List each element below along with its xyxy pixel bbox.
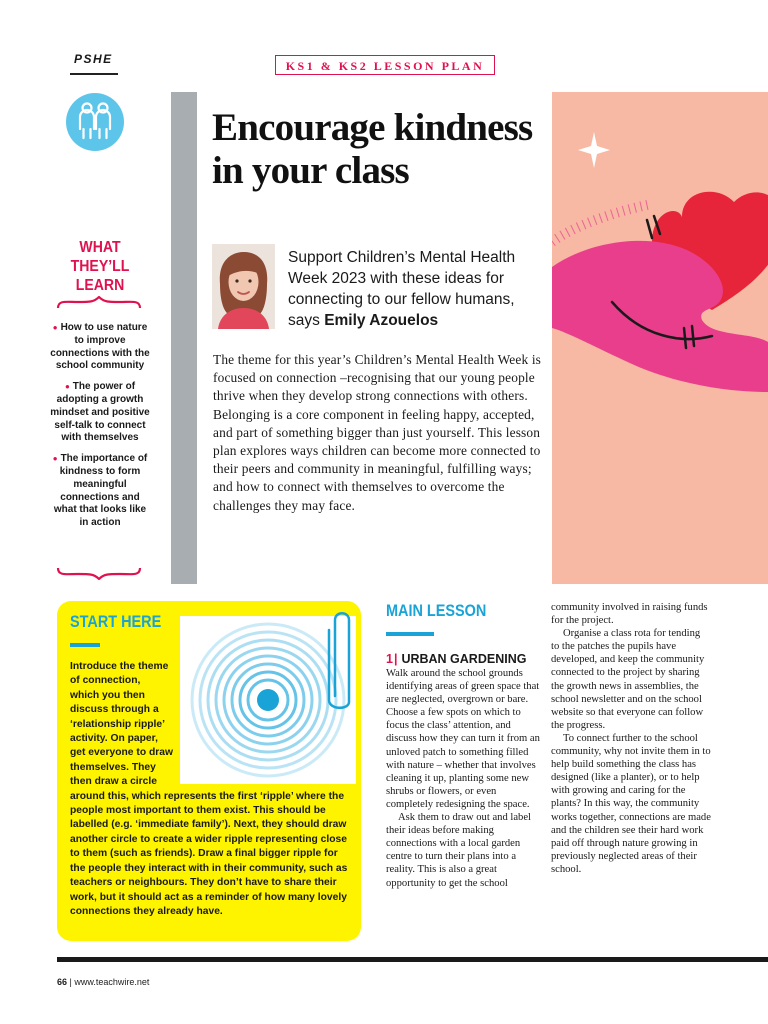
body-paragraph: community involved in raising funds for the project.	[551, 602, 708, 627]
start-here-line: which you then	[70, 689, 145, 701]
top-brace-icon	[56, 296, 142, 310]
start-here-continued: around this, which represents the first ‘ripple’ where the people most important to them exist. This should be labelled (e.g. ‘immediate family’). Next, they should draw another circle to create a wider ripple representing close to them (such as friends). Draw a final bigger ripple for the people they interact with in their community, such as teachers or neighbours. They don’t have to share their work, but it should act as a reminder of how many lovely connections they already have.	[70, 790, 348, 917]
learn-heading-line: WHAT	[79, 239, 121, 256]
body-paragraph: Walk around the school grounds identifying areas of green space that are neglected, overgrown or bare. Choose a few spots on which to focus the class’ attention, and discuss how they can turn it from an unloved patch to something filled with nature – whether that involves cleaning it up, planting some new shrubs or flowers, or even completely redesigning the space.	[386, 668, 540, 810]
page-bottom-rule	[57, 957, 768, 962]
what-theyll-learn-heading	[61, 238, 138, 295]
start-here-line: ‘relationship ripple’	[70, 718, 165, 730]
learn-heading-line: LEARN	[75, 277, 125, 294]
start-here-line: Introduce the theme	[70, 661, 169, 672]
main-lesson-heading: MAIN LESSON	[386, 601, 487, 620]
urban-gardening-heading: 1| URBAN GARDENING	[386, 652, 527, 666]
author-name: Emily Azouelos	[324, 312, 439, 329]
article-headline: Encourage kindness in your class	[212, 106, 533, 192]
body-paragraph: Organise a class rota for tending to the patches the pupils have developed, and keep the community connected to the project by sharing the growth news in assemblies, the school newsletter and on the school website so that everyone can follow the progress.	[551, 628, 705, 731]
learning-objectives-list	[50, 322, 150, 538]
website-link[interactable]: www.teachwire.net	[74, 977, 150, 987]
start-here-line: get everyone to draw	[70, 747, 173, 759]
main-lesson-column-1	[386, 667, 544, 890]
learning-objective: ● The importance of kindness to form meaningful connections and what that looks like in action	[50, 453, 150, 530]
learning-objective: ● How to use nature to improve connections with the school community	[50, 322, 150, 373]
start-here-narrow-block	[70, 660, 178, 790]
section-title: URBAN GARDENING	[401, 652, 527, 666]
learn-heading-line: THEY’LL	[70, 258, 130, 275]
intro-paragraph: The theme for this year’s Children’s Mental Health Week is focused on connection –recognising that our young people thrive when they develop strong connections with others. Belonging is a core component in feeling happy, accepted, and part of something bigger than just yourself. This lesson plan explores ways children can become more connected to their peers and community in meaningful, fulfilling ways; and how to connect with themselves to overcome the challenges they may face.	[213, 352, 542, 513]
main-lesson-rule	[386, 632, 434, 636]
page-footer: 66 | www.teachwire.net	[57, 977, 150, 987]
people-icon	[66, 93, 124, 151]
start-here-line: themselves. They	[70, 761, 156, 773]
start-here-heading: START HERE	[70, 612, 162, 631]
decorative-bar	[171, 92, 197, 584]
lesson-plan-badge: KS1 & KS2 LESSON PLAN	[275, 55, 495, 75]
body-paragraph: Ask them to draw out and label their ideas before making connections with a local garden centre to turn their plans into a reality. This is also a great opportunity to get the school	[386, 812, 531, 889]
start-here-line: activity. On paper,	[70, 733, 158, 745]
bottom-brace-icon	[56, 566, 142, 580]
standfirst	[288, 247, 550, 331]
page-number: 66	[57, 977, 68, 987]
main-lesson-column-2	[551, 601, 711, 876]
body-paragraph: To connect further to the school community, why not invite them in to help build something the class has designed (like a planter), or to help with growing and caring for the plants? In this way, the community works together, connections are made and the children see their hard work paid off through nature growing in previously neglected areas of their school.	[551, 732, 711, 875]
learning-objective: ● The power of adopting a growth mindset and positive self-talk to connect with themselves	[50, 381, 150, 445]
start-here-line: of connection,	[70, 675, 141, 687]
section-label: PSHE	[74, 52, 113, 66]
section-number: 1	[386, 652, 393, 666]
hand-heart-illustration	[552, 92, 768, 584]
start-here-rule	[70, 643, 100, 647]
standfirst-text: Support Children’s Mental Health Week 2023 with these ideas for connecting to our fellow humans, says	[288, 249, 516, 329]
start-here-text	[70, 660, 354, 919]
section-rule	[70, 73, 118, 75]
start-here-line: discuss through a	[70, 704, 159, 716]
start-here-line: then draw a circle	[70, 776, 157, 788]
author-photo	[212, 244, 275, 329]
